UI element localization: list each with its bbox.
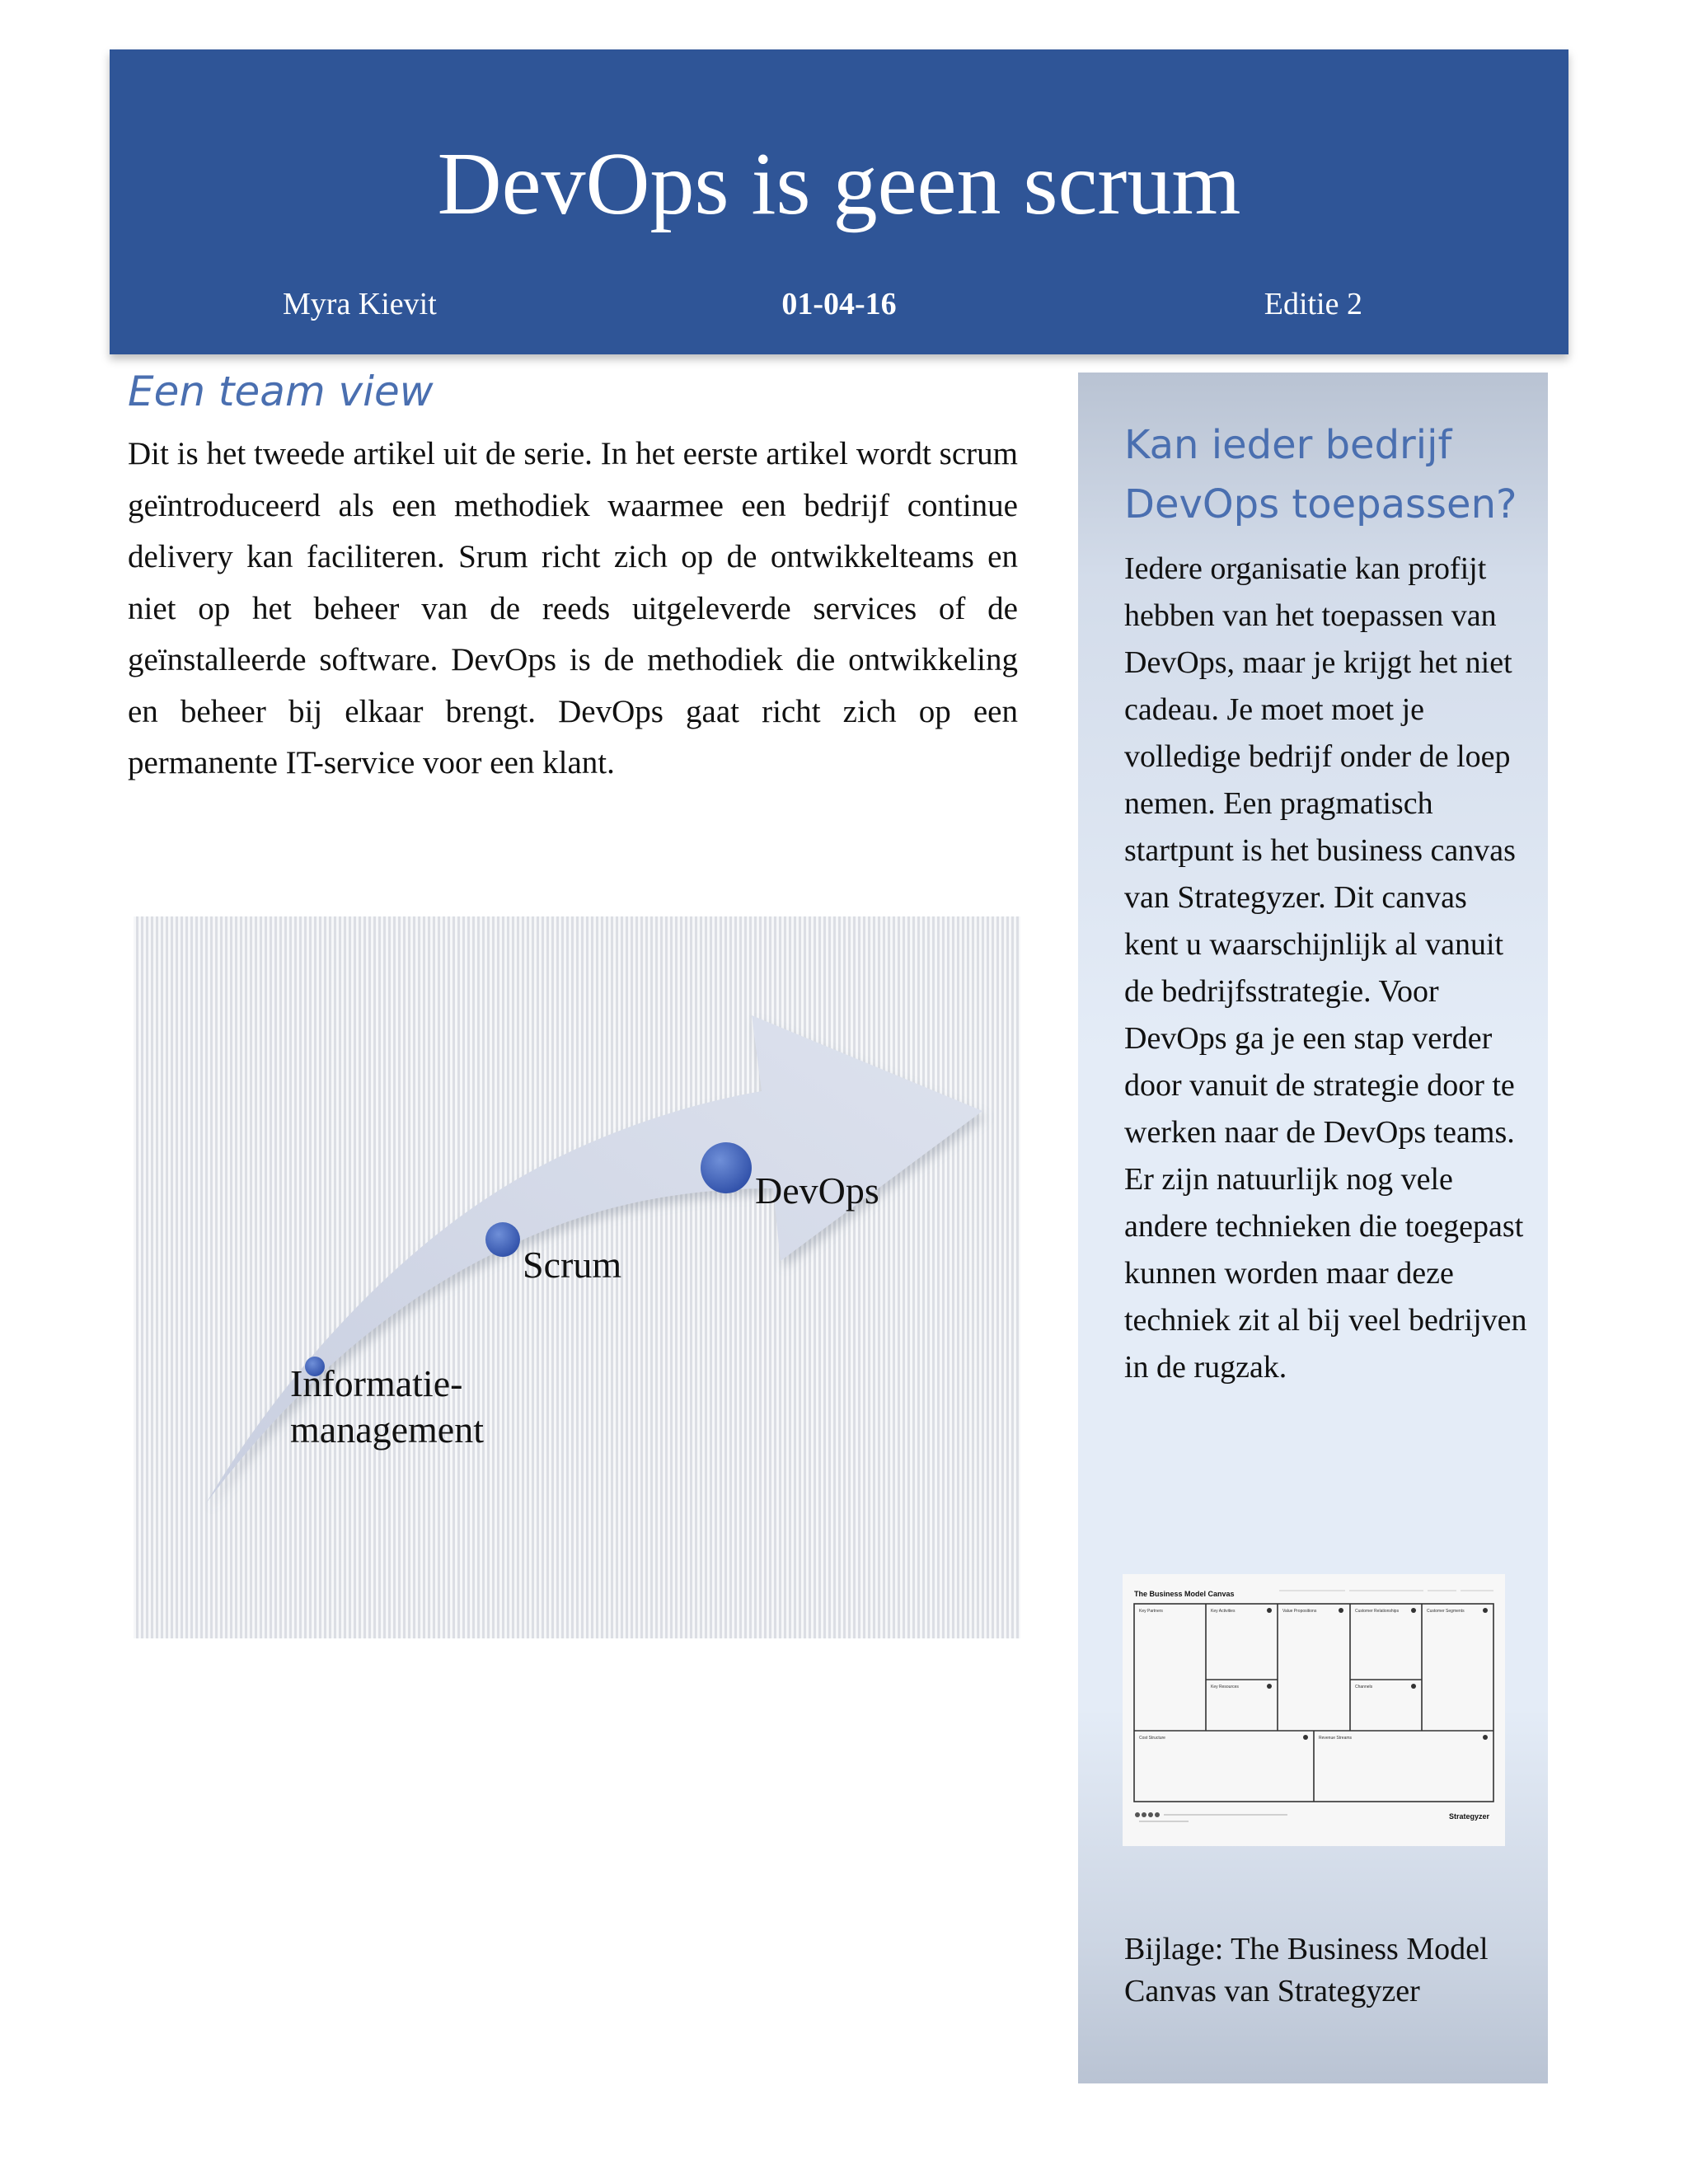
business-model-canvas-image: [1123, 1574, 1505, 1846]
tag-icon: [1303, 1735, 1308, 1740]
sidebar-body: Iedere organisatie kan profijt hebben van het toepassen van DevOps, maar je krijgt het niet cadeau. Je moet moet je volledige bedrijf onder de loep nemen. Een pragmatisch startpunt is het business canvas van Strategyzer. Dit canvas kent u waarschijnlijk al vanuit de bedrijfsstrategie. Voor DevOps ga je een stap verder door vanuit de strategie door te werken naar de DevOps teams. Er zijn natuurlijk nog vele andere technieken die toegepast kunnen worden maar deze techniek zit al bij veel bedrijven in de rugzak.: [1124, 551, 1527, 1385]
canvas-block-key-partners: Key Partners: [1139, 1609, 1163, 1614]
step-label-scrum: Scrum: [523, 1244, 622, 1286]
truck-icon: [1411, 1684, 1416, 1689]
strategyzer-logo: Strategyzer: [1449, 1812, 1490, 1821]
publication-date: 01-04-16: [781, 287, 897, 321]
author-name: Myra Kievit: [283, 287, 437, 321]
sidebar-heading: Kan ieder bedrijf DevOps toepassen?: [1124, 422, 1517, 527]
canvas-caption: Bijlage: The Business Model Canvas van Strategyzer: [1124, 1932, 1489, 2008]
sidebar-panel: [1078, 373, 1548, 2083]
step-dot-devops: [701, 1142, 752, 1193]
step-dot-scrum: [485, 1222, 520, 1257]
heart-icon: [1411, 1608, 1416, 1613]
step-label-devops: DevOps: [755, 1169, 879, 1212]
step-label-informatiemanagement-2: management: [290, 1408, 485, 1451]
canvas-block-customer-segments: Customer Segments: [1427, 1609, 1465, 1614]
canvas-block-channels: Channels: [1355, 1685, 1373, 1690]
article-heading: Een team view: [128, 368, 434, 415]
canvas-title: The Business Model Canvas: [1134, 1590, 1235, 1598]
gift-icon: [1339, 1608, 1343, 1613]
canvas-block-key-activities: Key Activities: [1211, 1609, 1236, 1614]
progression-diagram: [134, 916, 1020, 1638]
canvas-block-customer-relationships: Customer Relationships: [1355, 1609, 1400, 1614]
step-label-informatiemanagement-1: Informatie-: [290, 1362, 463, 1404]
business-model-canvas-graphic: [1123, 1574, 1505, 1846]
canvas-block-cost-structure: Cost Structure: [1139, 1736, 1165, 1741]
page-title: DevOps is geen scrum: [437, 135, 1241, 233]
canvas-block-key-resources: Key Resources: [1211, 1685, 1239, 1690]
header-banner: [110, 49, 1568, 354]
edition-label: Editie 2: [1264, 287, 1362, 321]
article-body: Dit is het tweede artikel uit de serie. In het eerste artikel wordt scrum geïntroduceerd als een methodiek waarmee een bedrijf continue delivery kan faciliteren. Srum richt zich op de ontwikkelteams en niet op het beheer van de reeds uitgeleverde services of de geïnstalleerde software. DevOps is de methodiek die ontwikkeling en beheer bij elkaar brengt. DevOps gaat richt zich op een permanente IT-service voor een klant.: [128, 436, 1018, 780]
canvas-block-value-propositions: Value Propositions: [1282, 1609, 1317, 1614]
canvas-block-revenue-streams: Revenue Streams: [1319, 1736, 1353, 1741]
link-icon: [1267, 1608, 1272, 1613]
factory-icon: [1267, 1684, 1272, 1689]
money-bag-icon: [1483, 1735, 1488, 1740]
progression-arrow-graphic: [134, 916, 1020, 1638]
people-icon: [1483, 1608, 1488, 1613]
